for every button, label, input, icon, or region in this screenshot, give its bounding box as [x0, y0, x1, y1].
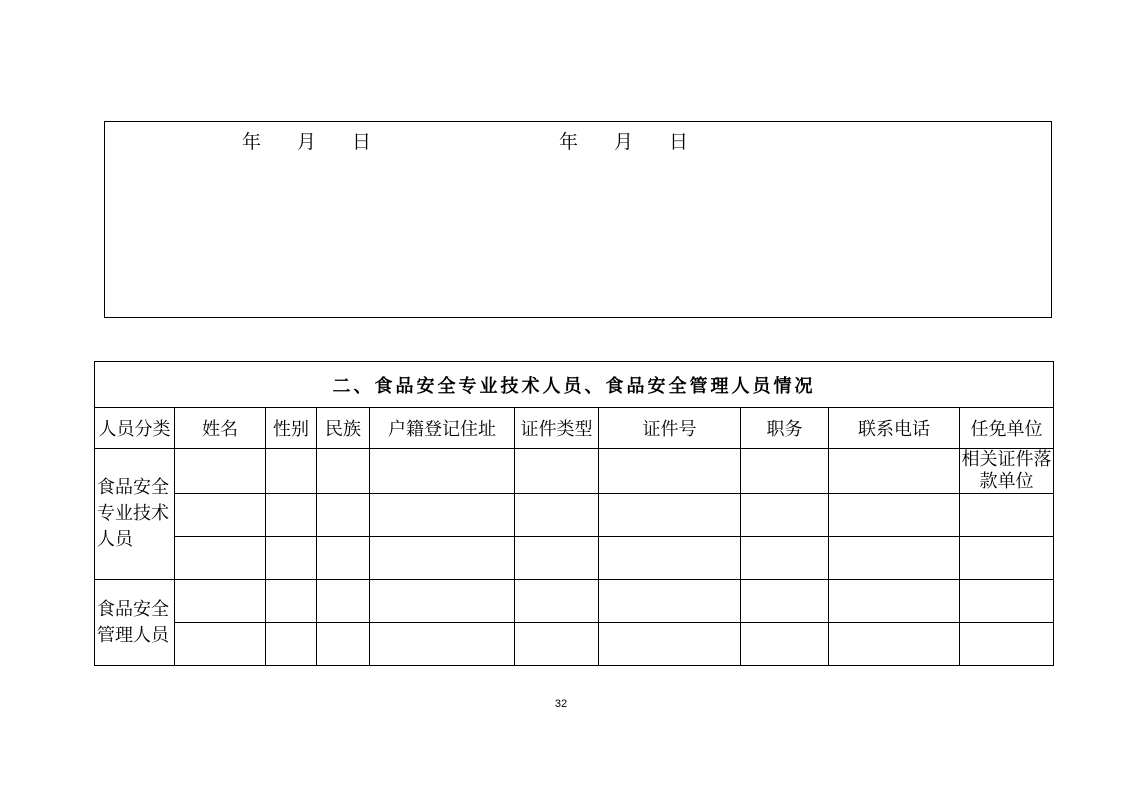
header-position: 职务: [741, 408, 829, 449]
header-appointing-unit: 任免单位: [960, 408, 1054, 449]
date-right-day: 日: [669, 131, 689, 153]
cell-name[interactable]: [175, 494, 266, 537]
note-line: 相关证件落: [961, 449, 1052, 470]
cell-position[interactable]: [741, 494, 829, 537]
cell-appointing-unit[interactable]: [960, 537, 1054, 580]
date-right: [559, 127, 688, 154]
table-row: [95, 623, 1054, 666]
cell-address[interactable]: [370, 494, 515, 537]
cell-id-type[interactable]: [515, 449, 599, 494]
cell-ethnicity[interactable]: [317, 449, 370, 494]
cell-appointing-unit[interactable]: [960, 580, 1054, 623]
cell-gender[interactable]: [266, 580, 317, 623]
cell-name[interactable]: [175, 623, 266, 666]
cell-phone[interactable]: [829, 623, 960, 666]
category-technical: [95, 449, 175, 580]
cell-position[interactable]: [741, 580, 829, 623]
cell-name[interactable]: [175, 580, 266, 623]
date-left-month: 月: [297, 131, 317, 153]
date-left-day: 日: [352, 131, 372, 153]
cell-position[interactable]: [741, 449, 829, 494]
date-left: [242, 127, 371, 154]
cell-ethnicity[interactable]: [317, 537, 370, 580]
cell-gender[interactable]: [266, 537, 317, 580]
category-technical-line: 食品安全: [97, 477, 169, 498]
appointing-unit-note: [960, 449, 1054, 494]
cell-ethnicity[interactable]: [317, 580, 370, 623]
table-row: [95, 449, 1054, 494]
cell-ethnicity[interactable]: [317, 623, 370, 666]
header-id-type: 证件类型: [515, 408, 599, 449]
cell-ethnicity[interactable]: [317, 494, 370, 537]
cell-name[interactable]: [175, 449, 266, 494]
cell-id-number[interactable]: [599, 449, 741, 494]
category-technical-line: 专业技术: [97, 503, 169, 524]
table-row: [95, 494, 1054, 537]
category-management-line: 食品安全: [97, 598, 169, 620]
cell-phone[interactable]: [829, 494, 960, 537]
cell-appointing-unit[interactable]: [960, 623, 1054, 666]
cell-id-type[interactable]: [515, 494, 599, 537]
header-id-number: 证件号: [599, 408, 741, 449]
cell-address[interactable]: [370, 537, 515, 580]
cell-id-type[interactable]: [515, 580, 599, 623]
note-line: 款单位: [979, 471, 1034, 492]
cell-appointing-unit[interactable]: [960, 494, 1054, 537]
category-management: [95, 580, 175, 666]
cell-id-number[interactable]: [599, 537, 741, 580]
cell-position[interactable]: [741, 623, 829, 666]
cell-address[interactable]: [370, 449, 515, 494]
date-right-month: 月: [614, 131, 634, 153]
header-address: 户籍登记住址: [370, 408, 515, 449]
table-row: [95, 580, 1054, 623]
table-title: 二、食品安全专业技术人员、食品安全管理人员情况: [95, 362, 1054, 408]
category-technical-line: 人员: [97, 529, 133, 550]
cell-id-number[interactable]: [599, 623, 741, 666]
cell-id-type[interactable]: [515, 537, 599, 580]
header-gender: 性别: [266, 408, 317, 449]
category-management-line: 管理人员: [97, 624, 169, 646]
cell-gender[interactable]: [266, 623, 317, 666]
cell-phone[interactable]: [829, 580, 960, 623]
table-row: [95, 537, 1054, 580]
cell-address[interactable]: [370, 623, 515, 666]
cell-gender[interactable]: [266, 494, 317, 537]
cell-id-number[interactable]: [599, 580, 741, 623]
date-right-year: 年: [559, 131, 579, 153]
cell-gender[interactable]: [266, 449, 317, 494]
header-name: 姓名: [175, 408, 266, 449]
cell-phone[interactable]: [829, 537, 960, 580]
cell-phone[interactable]: [829, 449, 960, 494]
cell-name[interactable]: [175, 537, 266, 580]
header-category: 人员分类: [95, 408, 175, 449]
cell-address[interactable]: [370, 580, 515, 623]
page-number: 32: [554, 698, 568, 710]
cell-id-number[interactable]: [599, 494, 741, 537]
header-phone: 联系电话: [829, 408, 960, 449]
cell-id-type[interactable]: [515, 623, 599, 666]
staff-table: [94, 361, 1054, 666]
header-ethnicity: 民族: [317, 408, 370, 449]
cell-position[interactable]: [741, 537, 829, 580]
date-left-year: 年: [242, 131, 262, 153]
